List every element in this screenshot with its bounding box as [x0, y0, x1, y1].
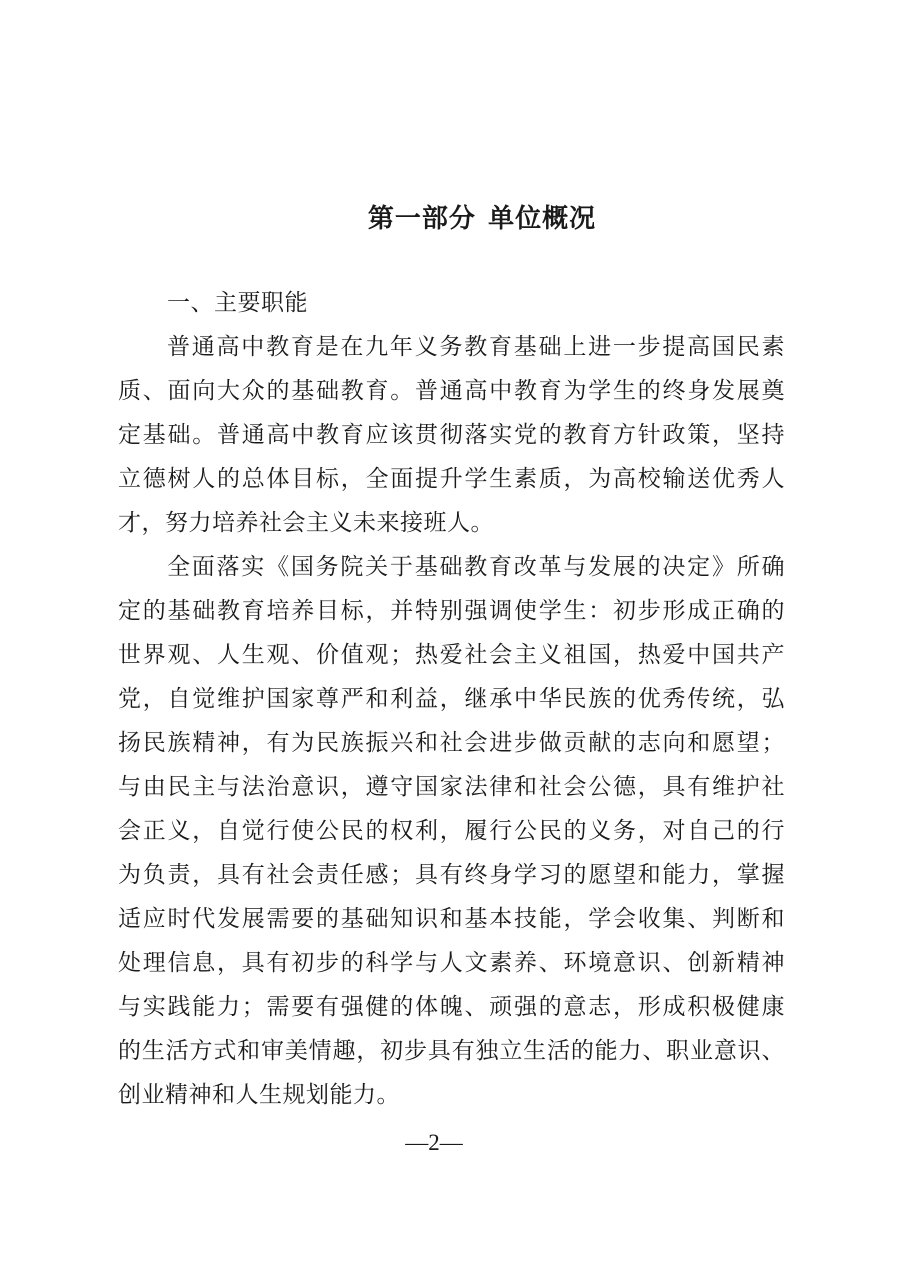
text-line: 与实践能力；需要有强健的体魄、顽强的意志，形成积极健康	[118, 994, 785, 1019]
text-line: 定基础。普通高中教育应该贯彻落实党的教育方针政策，坚持	[118, 422, 785, 447]
text-line: 会正义，自觉行使公民的权利，履行公民的义务，对自己的行	[118, 818, 785, 843]
text-line: 定的基础教育培养目标，并特别强调使学生：初步形成正确的	[118, 598, 785, 623]
text-line: 世界观、人生观、价值观；热爱社会主义祖国，热爱中国共产	[118, 642, 785, 667]
text-line: 扬民族精神，有为民族振兴和社会进步做贡献的志向和愿望；	[118, 730, 785, 755]
text-line: 普通高中教育是在九年义务教育基础上进一步提高国民素	[167, 334, 785, 359]
text-line: 才，努力培养社会主义未来接班人。	[118, 510, 494, 535]
text-line: 与由民主与法治意识，遵守国家法律和社会公德，具有维护社	[118, 774, 785, 799]
text-line: 立德树人的总体目标，全面提升学生素质，为高校输送优秀人	[118, 466, 785, 491]
text-line: 适应时代发展需要的基础知识和基本技能，学会收集、判断和	[118, 906, 785, 931]
text-line: 创业精神和人生规划能力。	[118, 1082, 400, 1107]
text-line: 的生活方式和审美情趣，初步具有独立生活的能力、职业意识、	[118, 1038, 785, 1063]
document-body	[118, 281, 785, 1117]
text-line: 质、面向大众的基础教育。普通高中教育为学生的终身发展奠	[118, 378, 785, 403]
text-line: 全面落实《国务院关于基础教育改革与发展的决定》所确	[167, 554, 785, 579]
page-footer	[0, 1121, 900, 1165]
text-line: 党，自觉维护国家尊严和利益，继承中华民族的优秀传统，弘	[118, 686, 785, 711]
text-line: 为负责，具有社会责任感；具有终身学习的愿望和能力，掌握	[118, 862, 785, 887]
text-line: 处理信息，具有初步的科学与人文素养、环境意识、创新精神	[118, 950, 785, 975]
document-title: 第一部分 单位概况	[367, 203, 597, 233]
page-number: —2—	[405, 1130, 463, 1155]
text-line: 一、主要职能	[167, 290, 308, 315]
